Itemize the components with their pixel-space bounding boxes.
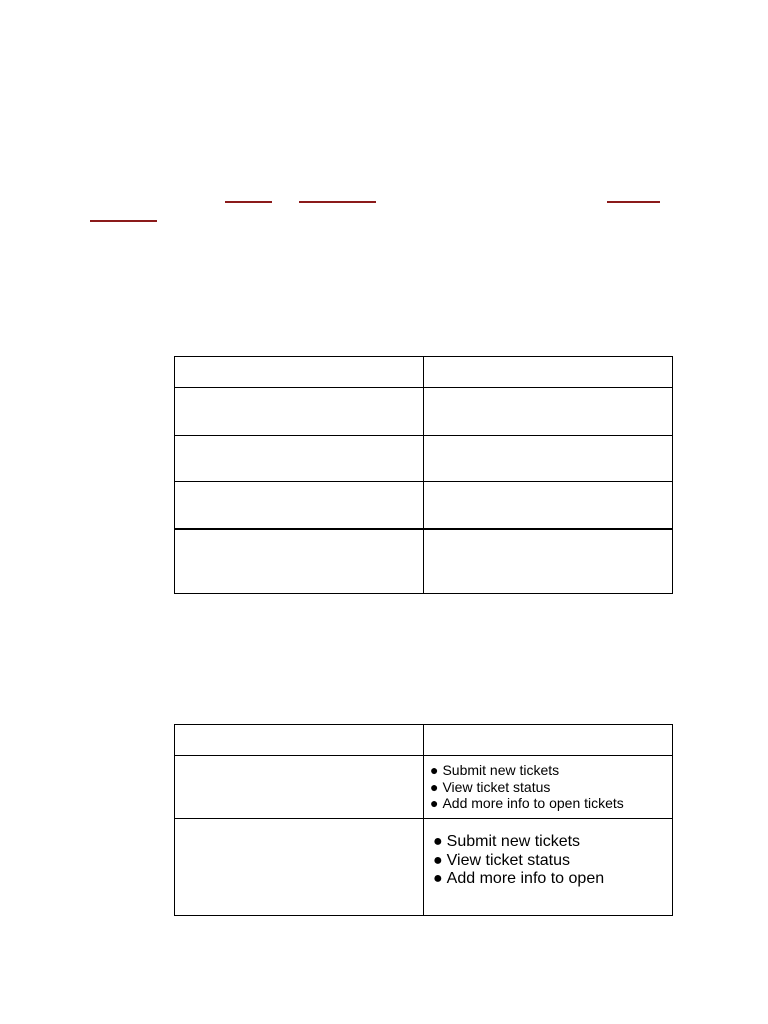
list-item-label: Submit new tickets [446,833,581,850]
bullet-icon: ● [433,870,443,887]
table-row [175,529,673,594]
table-cell [424,725,673,756]
table-cell [175,482,424,530]
table-cell [175,756,424,819]
bullet-icon: ● [430,795,439,811]
table-cell [424,819,673,916]
table-cell [175,725,424,756]
table-cell [424,388,673,436]
table-row [175,482,673,530]
table-row [175,388,673,436]
list-item-label: Submit new tickets [442,762,560,778]
table-cell [175,357,424,388]
list-item [430,779,672,796]
bullet-icon: ● [430,778,439,795]
list-item [433,870,672,889]
bullet-icon: ● [433,851,443,869]
link-underline[interactable] [607,201,660,203]
bullet-icon: ● [430,762,439,778]
link-underline[interactable] [299,201,376,203]
table-cell [175,436,424,482]
empty-table [174,356,673,594]
feature-bullet-list [424,819,672,889]
link-underline[interactable] [225,201,272,203]
table-cell [175,819,424,916]
list-item [433,833,672,852]
list-item [430,795,672,812]
list-item-label: Add more info to open tickets [442,795,624,811]
table-cell [424,357,673,388]
table-row [175,725,673,756]
table-cell [424,436,673,482]
table-cell [175,529,424,594]
table-cell [175,388,424,436]
table-row [175,357,673,388]
feature-bullet-list [424,756,672,812]
link-underline[interactable] [90,220,157,222]
bullet-icon: ● [433,833,443,850]
list-item [430,762,672,779]
table-row [175,819,673,916]
list-item-label: View ticket status [442,778,551,795]
table-cell [424,529,673,594]
table-row [175,436,673,482]
features-table [174,724,673,916]
list-item [433,852,672,871]
list-item-label: Add more info to open [446,870,605,887]
table-cell [424,756,673,819]
table-cell [424,482,673,530]
list-item-label: View ticket status [446,851,570,869]
table-row [175,756,673,819]
